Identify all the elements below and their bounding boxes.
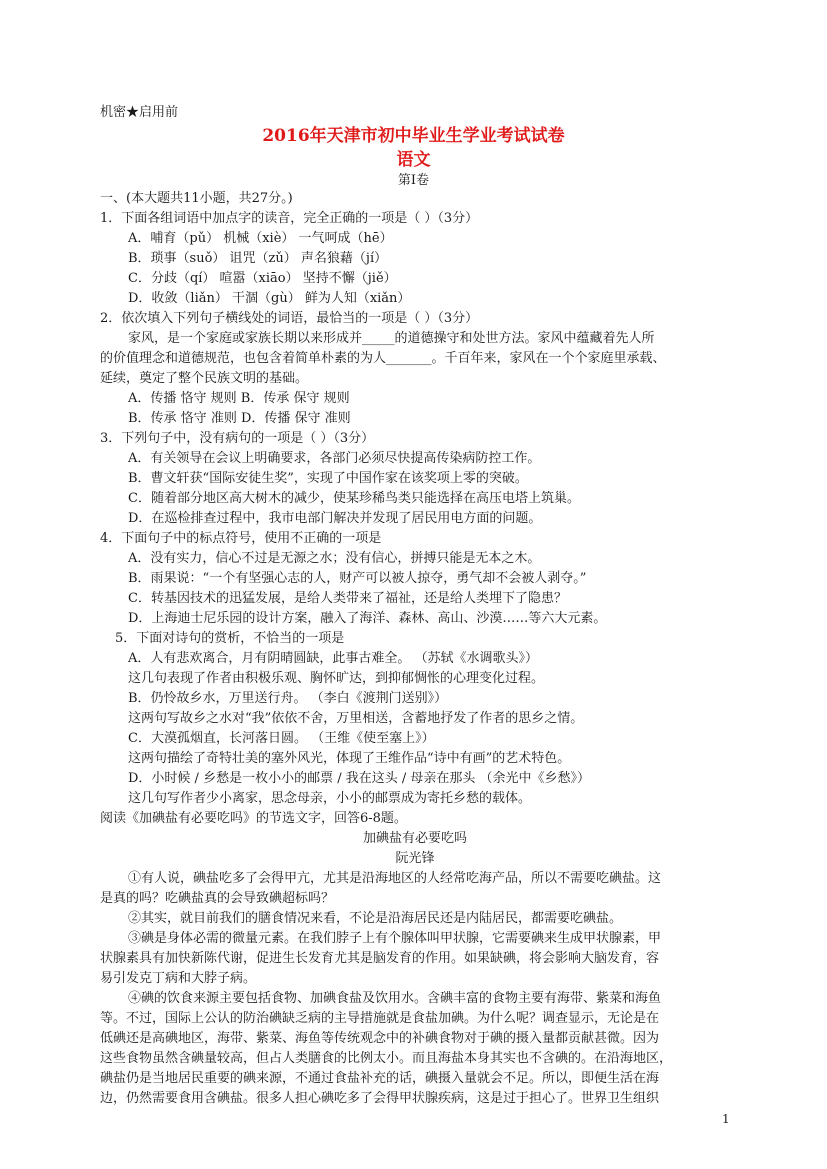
text-line: B．传承 恪守 准则 D．传播 保守 准则 — [128, 411, 351, 426]
text-line: 碘盐仍是当地居民重要的碘来源，不通过食盐补充的话，碘摄入量就会不足。所以，即便生活在海 — [100, 1071, 660, 1086]
text-line: 的价值理念和道德规范，也包含着简单朴素的为人_______。千百年来，家风在一个个家庭里承载、 — [100, 351, 666, 366]
text-line: 是真的吗？吃碘盐真的会导致碘超标吗？ — [100, 891, 335, 906]
text-line: 易引发克丁病和大脖子病。 — [100, 971, 257, 986]
confidential-label: 机密★启用前 — [100, 105, 179, 120]
text-line: 阅读《加碘盐有必要吃吗》的节选文字，回答6-8题。 — [100, 811, 407, 826]
volume-label: 第Ⅰ卷 — [397, 173, 430, 188]
text-line: B．曹文轩获“国际安徒生奖”，实现了中国作家在该奖项上零的突破。 — [128, 471, 528, 486]
text-line: 2．依次填入下列句子横线处的词语，最恰当的一项是（ ）（3分） — [100, 311, 479, 326]
text-line: 这几句表现了作者由积极乐观、胸怀旷达，到抑郁惆怅的心理变化过程。 — [128, 671, 545, 686]
exam-body — [100, 189, 730, 1109]
text-line: 加碘盐有必要吃吗 — [362, 831, 467, 846]
text-line: 家风，是一个家庭或家族长期以来形成并_____的道德操守和处世方法。家风中蕴藏着先人所 — [128, 331, 655, 346]
text-line: ④碘的饮食来源主要包括食物、加碘食盐及饮用水。含碘丰富的食物主要有海带、紫菜和海鱼 — [128, 991, 662, 1006]
text-line: D．在巡检排查过程中，我市电部门解决并发现了居民用电方面的问题。 — [128, 511, 542, 526]
text-line: B．仍怜故乡水，万里送行舟。 （李白《渡荆门送别》） — [128, 691, 448, 706]
text-line: 状腺素具有加快新陈代谢，促进生长发育尤其是脑发育的作用。如果缺碘，将会影响大脑发育，容 — [100, 951, 660, 966]
text-line: D．上海迪士尼乐园的设计方案，融入了海洋、森林、高山、沙漠……等六大元素。 — [128, 611, 607, 626]
text-line: A．没有实力，信心不过是无源之水；没有信心，拼搏只能是无本之木。 — [128, 551, 541, 566]
text-line: A．传播 恪守 规则 B．传承 保守 规则 — [128, 391, 350, 406]
subject-title: 语文 — [396, 150, 431, 170]
text-line: C．随着部分地区高大树木的减少，使某珍稀鸟类只能选择在高压电塔上筑巢。 — [128, 491, 580, 506]
text-line: 这两句描绘了奇特壮美的塞外风光，体现了王维作品“诗中有画”的艺术特色。 — [128, 751, 571, 766]
text-line: 阮光锋 — [395, 851, 435, 866]
text-line: 这几句写作者少小离家，思念母亲，小小的邮票成为寄托乡愁的载体。 — [128, 791, 532, 806]
text-line: 等。不过，国际上公认的防治碘缺乏病的主导措施就是食盐加碘。为什么呢？调查显示，无论是在 — [100, 1011, 660, 1026]
text-line: D．小时候 / 乡愁是一枚小小的邮票 / 我在这头 / 母亲在那头 （余光中《乡愁》） — [128, 771, 590, 786]
text-line: 这些食物虽然含碘量较高，但占人类膳食的比例太小。而且海盐本身其实也不含碘的。在沿海地区， — [100, 1051, 673, 1066]
text-line: 1．下面各组词语中加点字的读音，完全正确的一项是（ ）（3分） — [100, 211, 479, 226]
text-line: ③碘是身体必需的微量元素。在我们脖子上有个腺体叫甲状腺，它需要碘来生成甲状腺素，甲 — [128, 931, 662, 946]
page-number: 1 — [722, 1112, 730, 1126]
text-line: ①有人说，碘盐吃多了会得甲亢，尤其是沿海地区的人经常吃海产品，所以不需要吃碘盐。这 — [128, 871, 662, 886]
text-line: 一、(本大题共11小题，共27分。) — [100, 191, 293, 206]
text-line: C．转基因技术的迅猛发展，是给人类带来了福祉，还是给人类埋下了隐患？ — [128, 591, 567, 606]
text-line: B．雨果说：“一个有坚强心志的人，财产可以被人掠夺，勇气却不会被人剥夺。” — [128, 571, 587, 586]
text-line: 4．下面句子中的标点符号，使用不正确的一项是 — [100, 531, 382, 546]
text-line: C．分歧（qí） 喧嚣（xiāo） 坚持不懈（jiě） — [128, 271, 397, 286]
text-line: A．人有悲欢离合，月有阴晴圆缺，此事古难全。 （苏轼《水调歌头》） — [128, 651, 539, 666]
text-line: 边，仍然需要食用含碘盐。很多人担心碘吃多了会得甲状腺疾病，这是过于担心了。世界卫生组织 — [100, 1091, 660, 1106]
text-line: D．收敛（liǎn） 干涸（gù） 鲜为人知（xiǎn） — [128, 291, 411, 306]
text-line: 5．下面对诗句的赏析，不恰当的一项是 — [115, 631, 345, 646]
text-line: C．大漠孤烟直，长河落日圆。 （王维《使至塞上》） — [128, 731, 435, 746]
text-line: ②其实，就目前我们的膳食情况来看，不论是沿海居民还是内陆居民，都需要吃碘盐。 — [128, 911, 623, 926]
exam-title: 2016年天津市初中毕业生学业考试试卷 — [262, 126, 565, 146]
text-line: 这两句写故乡之水对“我”依依不舍，万里相送，含蓄地抒发了作者的思乡之情。 — [128, 711, 584, 726]
text-line: A．哺育（pǔ） 机械（xiè） 一气呵成（hē） — [128, 231, 393, 246]
text-line: 低碘还是高碘地区，海带、紫菜、海鱼等传统观念中的补碘食物对于碘的摄入量都贡献甚微。因为 — [100, 1031, 660, 1046]
text-line: 3．下列句子中，没有病句的一项是（ ）（3分） — [100, 431, 375, 446]
text-line: B．琐事（suǒ） 诅咒（zǔ） 声名狼藉（jí） — [128, 251, 388, 266]
text-line: A．有关领导在会议上明确要求，各部门必须尽快提高传染病防控工作。 — [128, 451, 541, 466]
text-line: 延续，奠定了整个民族文明的基础。 — [100, 371, 309, 386]
